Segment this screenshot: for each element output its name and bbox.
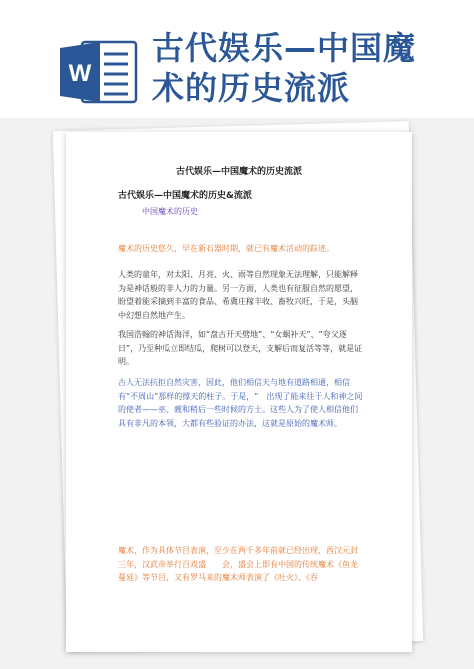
page-title-line1: 古代娱乐—中国魔: [152, 29, 417, 67]
document-page: [66, 132, 412, 652]
document-title: 古代娱乐—中国魔术的历史流派: [175, 167, 302, 177]
page-title-line2: 术的历史流派: [152, 69, 351, 107]
word-icon-letter: W: [68, 60, 92, 87]
paragraph-shaman: 古人无法抗拒自然灾害，因此，他们相信天与地有道路相通，相信有“不周山”那样的撑天的柱子。于是，“ 出现了能来往于人和神之间的使者——巫、觋和稍后一些时候的方士。这些人为了使人相信他们具有非凡的本领，大都有些验证的办法，这就是原始的魔术师。: [118, 378, 363, 428]
section-heading: 中国魔术的历史: [142, 207, 198, 216]
document-subtitle: 古代娱乐—中国魔术的历史&流派: [118, 191, 252, 201]
word-document-icon: [60, 40, 138, 104]
paragraph-history-text: 魔术，作为具体节目表演，至少在两千多年前就已经出现，西汉元封三年，汉武帝举行百戏盛 会，盛会上即有中国的传统魔术《鱼龙蔓延》等节目，又有罗马来的魔术师表演了《吐火》、《吞: [118, 546, 358, 582]
paragraph-history: [118, 544, 364, 585]
paragraph-myth: 我国浩翰的神话海洋，如“盘古开天劈地”、“女蜗补天”、“夸父逐日”，乃至种瓜立即结瓜，爬树可以登天，支解后而复活等等，就是证明。: [118, 330, 363, 366]
paragraph-intro: 魔术的历史悠久，早在新石器时期，就已有魔术活动的踪迹。: [118, 244, 334, 253]
page-title: [152, 28, 452, 108]
paragraph-origin: 人类的童年，对太阳、月亮、火、雨等自然现象无法理解，只能解释为是神话般的非人力的力量。另一方面，人类也有征服自然的愿望，盼望着能采摘到丰富的食品、希冀庄稼丰收、畜牧兴旺，于是，头脑中幻想自然地产生。: [118, 270, 358, 320]
header-banner: [0, 0, 474, 118]
